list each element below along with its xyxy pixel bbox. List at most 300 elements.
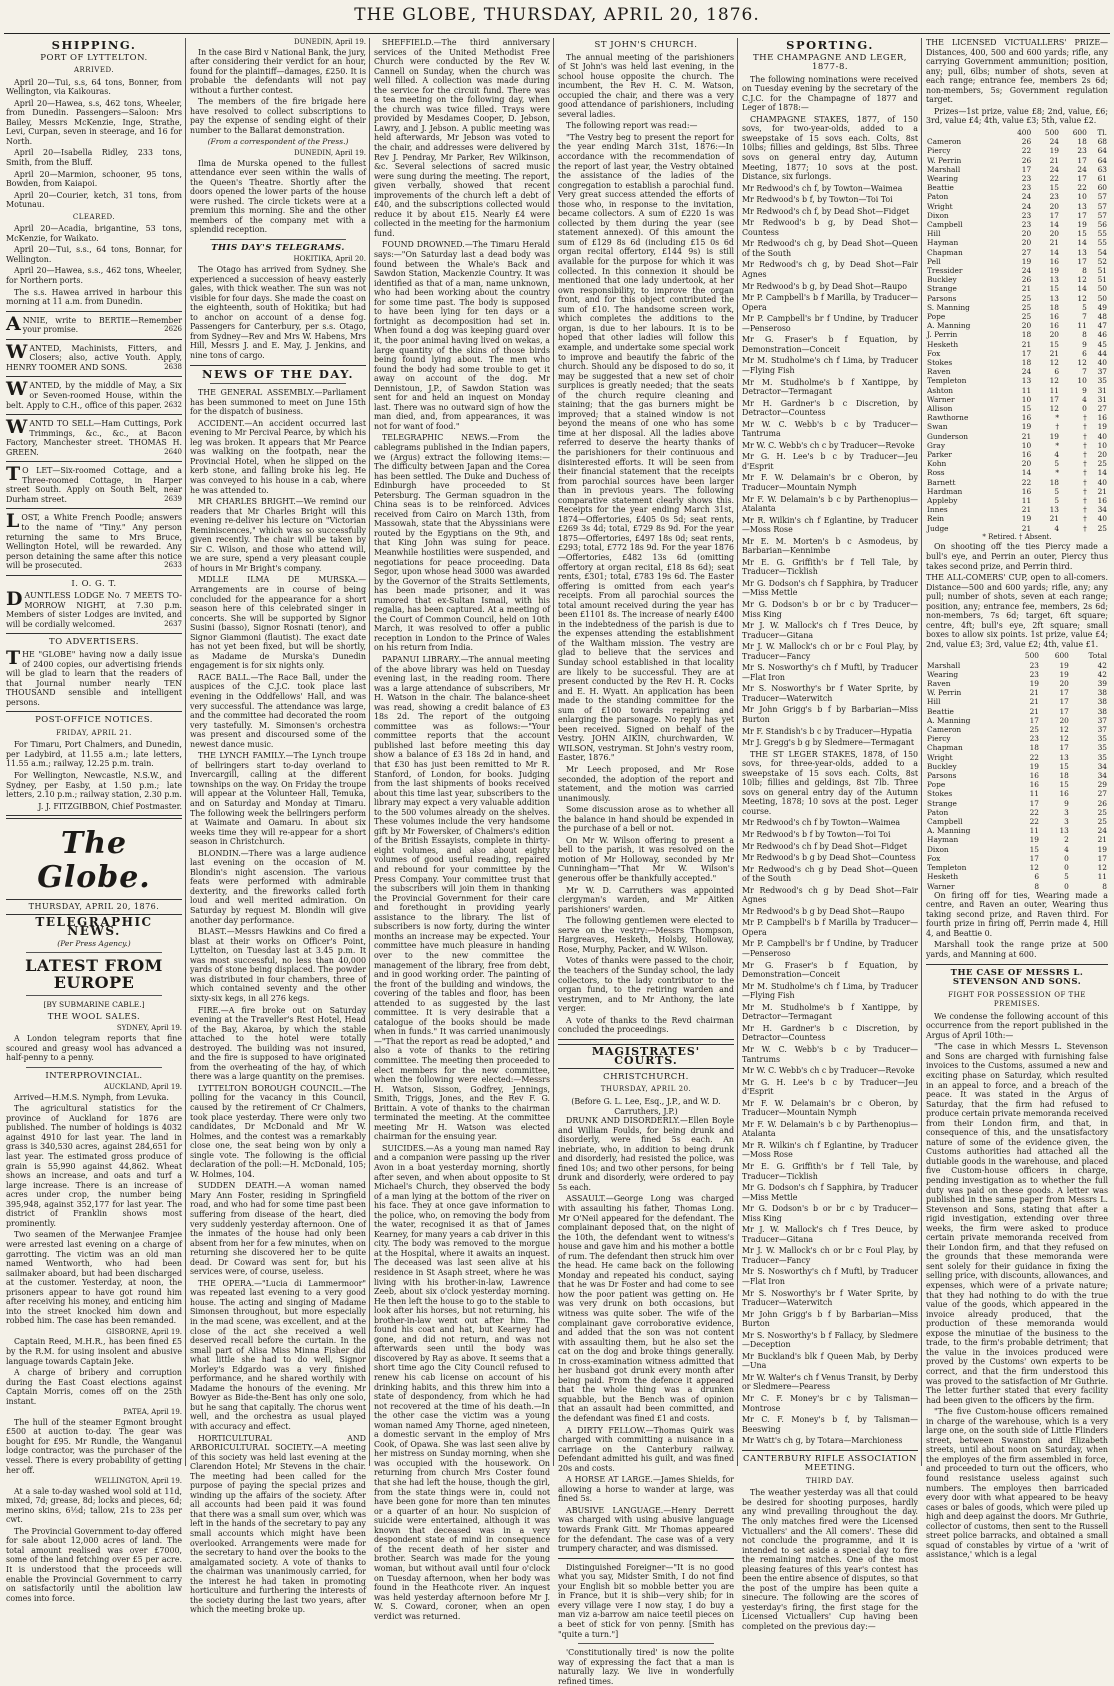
score-cell: 26 — [1021, 137, 1032, 147]
score-cell: 38 — [1097, 697, 1107, 707]
news-item: SUICIDES.—As a young man named Ray and a companion were passing up the river Avon in a boat yesterday morning, shortly after seven, and when about opposite to St Michael's Church, they observed the body of a man lying at the bottom of the river on his face. They at once gave information to the police, who, on removing the body from the water, recognised it as that of James Kearney, for many years a cab driver in this city. The body was removed to the morgue at the Hospital, where it awaits an inquest. The deceased was last seen alive at his residence in St Asaph street, where he was living with his brother-in-law, Lawrence Zeeb, about six o'clock yesterday morning. He then left the house to go to the stable to look after his horses, but not returning, his brother-in-law went out after him. The found his coat and hat, but Kearney had gone, and did not return, and was not afterwards seen until the body was discovered by Ray as above. It seems that a short time ago the City Council refused to renew his cab license on account of his drinking habits, and this threw him into a state of despondency, from which he had not recovered at the time of his death.—In the other case the victim was a young woman named Amy Thorne, aged nineteen, a domestic servant in the employ of Mrs Cook, of Opawa. She was last seen alive by her mistress on Sunday morning, when she was occupied with the housework. On returning from church Mrs Coster found that she had left the house, though the girl, from the state things were in, could not have been gone for more than ten minutes or a quarter of an hour. No suspicion of suicide were entertained, although it was known that deceased was in a very despondent state of mind in consequence of the recent death of her sister and brother. Search was made for the young woman, but without avail until four o'clock on Tuesday afternoon, when her body was found in the Heathcote river. An inquest was held yesterday afternoon before Mr J. W. S. Coward, coroner, when an open verdict was returned. — [374, 1143, 550, 1621]
score-row — [926, 395, 1108, 404]
competitor-name: Gray — [927, 440, 946, 450]
score-cell: 21 — [1021, 431, 1032, 441]
gisborne-news — [6, 1337, 182, 1406]
score-cell: 11 — [1021, 496, 1032, 506]
score-cell: 5 — [1054, 459, 1060, 469]
competitor-name: Warner — [927, 394, 955, 404]
score-row — [926, 284, 1108, 293]
divider — [6, 711, 182, 712]
score-cell: 38 — [1097, 706, 1107, 716]
licensed-victuallers-prize: THE LICENSED VICTUALLERS' PRIZE—Distances, 400, 500 and 600 yards; rifle, any carrying Government ammunition; position, any; pull, 6lbs; number of shots, seven at each range; entrance fee, members 2s 6d; non-members, 5s; Government regulation target. — [926, 38, 1108, 105]
score-cell: 20 — [1049, 229, 1060, 239]
score-cell: 17 — [1059, 706, 1069, 716]
competitor-name: Dixon — [927, 844, 949, 854]
score-row — [926, 496, 1108, 505]
score-cell: 19 — [1029, 835, 1040, 845]
news-item: THE LYNCH FAMILY.—The Lynch troupe of bellringers start to-day overland to Invercargill, calling at the different townships on the way. On Friday the troupe will appear at the Volunteer Hall, Temuka, and on Saturday and Monday at Timaru. The following week the bellringers perform at Waimate and Oamaru. In about six weeks time they will re-appear for a short season in Christchurch. — [190, 751, 366, 847]
news-item: RACE BALL.—The Race Ball, under the auspices of the C.J.C. took place last evening in the Oddfellows' Hall, and was very successful. The attendance was large, and the committee had decorated the room very tastefully. M. Simonsen's orchestra was present and discoursed some of the newest dance music. — [190, 672, 366, 749]
score-cell: 25 — [1097, 807, 1107, 817]
all-comers-scores — [926, 651, 1108, 890]
score-cell: 24 — [1021, 367, 1032, 377]
post-office-date: FRIDAY, APRIL 21. — [56, 728, 132, 737]
arrival-entry: April 20—Isabella Ridley, 233 tons, Smith, from the Bluff. — [6, 148, 182, 168]
score-cell: 22 — [1021, 477, 1032, 487]
lv-tie-shoot: On shooting off the ties Piercy made a bull's eye, and Perrin an outer, Piercy thus takes second prize, and Perrin third. — [926, 542, 1108, 571]
score-cell: 21 — [1021, 523, 1032, 533]
score-cell: 16 — [1029, 780, 1040, 790]
competitor-name: Chapman — [927, 247, 963, 257]
constitutionally-tired: 'Constitutionally tired' is now the polite way of expressing the fact that a man is naturally lazy. We live in wonderfully refined times. — [558, 1648, 734, 1686]
competitor-name: Pope — [927, 311, 946, 321]
score-cell: 14 — [1077, 238, 1087, 248]
competitor-name: A. Manning — [927, 826, 971, 836]
score-row — [926, 294, 1108, 303]
divider — [6, 575, 182, 576]
score-cell: * — [1055, 413, 1060, 423]
classified-ad-ref: 2639 — [164, 494, 182, 503]
arrival-entry: April 20—Courier, ketch, 31 tons, from Motunau. — [6, 190, 182, 210]
score-cell: 29 — [1097, 780, 1107, 790]
score-cell: 9 — [1064, 798, 1069, 808]
nomination-entry: Mr E. M. Morten's b c Asmodeus, by Barbarian—Kennimbe — [742, 536, 918, 556]
score-cell: 40 — [1097, 514, 1107, 524]
nomination-entry: Mr W. C. Webb's b c by Traducer—Tantrums — [742, 1044, 918, 1064]
score-row — [926, 468, 1108, 477]
telegraphic-news-heading: TELEGRAPHIC NEWS. — [35, 914, 153, 939]
st-leger-terms: THE ST LEGER STAKES, 1878, of 150 sovs, for three-year-olds, added to a sweepstake of 15 sovs each. Colts, 8st 10lb; fillies and geldings, 8st 7lb. Three sovs on general entry day of the Autumn Meeting, 1878; 10 sovs at the post. Leger course. — [742, 749, 918, 816]
nomination-entry: Mr H. Gardner's b c Discretion, by Detractor—Countess — [742, 398, 918, 418]
score-cell: 26 — [1021, 275, 1032, 285]
competitor-name: Stokes — [927, 789, 953, 799]
news-paragraph: At a sale to-day washed wool sold at 11d, mixed, 7d; grease, 8d; locks and pieces, 6d; merino skins, 6½d; tallow, 21s to 23s per cwt. — [6, 1486, 182, 1525]
nomination-entry: Mr W. C. Webb's b c by Traducer—Tantruma — [742, 419, 918, 439]
hawea-note: The s.s. Hawea arrived in harbour this morning at 11 a.m. from Dunedin. — [6, 287, 182, 307]
arrival-entry: April 20—Hawea, s.s, 462 tons, Wheeler, from Dunedin. Passengers—Saloon: Mrs Bailey, Messrs McKenzie, Inge, Strathe, Levi, Curpan, seven in steerage, and 16 for North. — [6, 98, 182, 146]
score-cell: 23 — [1021, 183, 1032, 193]
news-item: BLONDIN.—There was a large audience last evening on the occasion of M. Blondin's night ascension. The various feats were performed with admirable dexterity, and the fireworks called forth loud and well merited admiration. On Saturday by request M. Blondin will give another day performance. — [190, 848, 366, 925]
score-cell: 21 — [1029, 697, 1040, 707]
interprovincial-heading: INTERPROVINCIAL. — [45, 1070, 143, 1081]
competitor-name: Hill — [927, 229, 941, 239]
score-cell: 21 — [1021, 339, 1032, 349]
nomination-entry: Mr Redwood's ch f by Dead Shot—Fidget — [742, 841, 908, 851]
news-of-the-day — [190, 388, 366, 1615]
score-cell: † — [1083, 450, 1087, 460]
competitor-name: Hill — [927, 697, 941, 707]
rifle-association-heading: CANTERBURY RIFLE ASSOCIATION MEETING. — [743, 1453, 917, 1474]
score-cell: 20 — [1021, 238, 1032, 248]
score-cell: 14 — [1049, 219, 1060, 229]
competitor-name: Paton — [927, 807, 949, 817]
report-paragraph: Mr Leech proposed, and Mr Rose seconded, the adoption of the report and statement, and the motion was carried unanimously. — [558, 765, 734, 803]
nomination-entry: Mr R. Wilkin's ch f Eglantine, by Traducer—Moss Rose — [742, 515, 918, 535]
column-header: 500 — [1024, 651, 1040, 661]
score-cell: 12 — [1049, 358, 1060, 367]
divider — [26, 1067, 162, 1068]
competitor-name: Marshall — [927, 164, 961, 174]
score-cell: 27 — [1097, 789, 1107, 799]
score-cell: 37 — [1097, 725, 1107, 735]
competitor-name: Hesketh — [927, 339, 959, 349]
competitor-name: A. Manning — [927, 321, 971, 331]
nomination-entry: Mr S. Nosworthy's b f Fallacy, by Sledmere—Deception — [742, 1330, 918, 1350]
iogt-ad — [6, 588, 182, 629]
score-cell: 23 — [1021, 210, 1032, 220]
news-item: THE GENERAL ASSEMBLY.—Parliament has been summoned to meet on June 15th for the dispatch of business. — [190, 388, 366, 417]
score-cell: 42 — [1097, 660, 1107, 670]
score-row — [926, 202, 1108, 211]
score-cell: 20 — [1059, 715, 1069, 725]
court-bench: (Before G. L. Lee, Esq., J.P., and W. D. Carruthers, J.P.) — [571, 1096, 721, 1116]
score-cell: 23 — [1049, 192, 1060, 202]
score-cell: † — [1083, 486, 1087, 496]
report-paragraph: Mr W. D. Carruthers was appointed clergyman's warden, and Mr Aitken parishioners' warden. — [558, 885, 734, 914]
score-cell: 14 — [1049, 247, 1060, 257]
nomination-entry: Mr F. W. Delamain's br c Oberon, by Traducer—Mountain Nymph — [742, 1098, 918, 1118]
score-cell: 9 — [1082, 339, 1087, 349]
score-cell: 17 — [1077, 155, 1087, 165]
score-row — [926, 404, 1108, 413]
column-divider — [185, 38, 186, 1466]
score-cell: 68 — [1097, 137, 1107, 147]
divider — [742, 1450, 918, 1451]
divider — [6, 339, 182, 340]
nomination-entry: Mr C. F. Money's br c by Talisman—Montrose — [742, 1394, 918, 1413]
divider — [6, 815, 182, 819]
nomination-entry: Mr M. Studholme's b f Xantippe, by Detractor—Termagant — [742, 377, 918, 397]
score-cell: 17 — [1059, 743, 1069, 753]
competitor-name: Templeton — [927, 376, 967, 386]
score-row — [926, 192, 1108, 201]
score-row — [926, 808, 1108, 817]
score-cell: 11 — [1077, 321, 1087, 331]
competitor-name: Hayman — [927, 238, 959, 248]
report-paragraph: "The Vestry beg to present the report for the year ending March 31st, 1876:—In accordance with the recommendation of the report of last year, the Vestry obtained the assistance of the ladies of the congregation to establish a parochial fund. Very great success attended the efforts of those who, in response to the invitation, became collectors. A sum of £220 1s was collected by them during the year (see statement annexed). Of this amount the sum of £129 8s 6d (including £15 0s 6d organ recital offertory, £144 9s) is still available for the purpose for which it was collected. In this connexion it should be mentioned that one lady undertook, at her own responsibility, to improve the organ front, and for this object contributed the sum of £10. The handsome screen work, which completes the additions to the organ, is due to her labours. It is to be hoped that other ladies will follow this example, and undertake some special work to improve and beautify the fabric of the church. Should any be disposed to do so, it may be suggested that a new set of choir surplices is greatly needed; that the seats of the church require cleaning and staining; that the gas burners might be improved; that a stained window is not beyond the means of one who has some time at her disposal. All the ladies above referred to deserve the hearty thanks of the parishioners for their continuous and disinterested efforts. It will be seen from their financial statement that the receipts from parochial sources have been larger than in previous years. The following comparative statement clearly shows this. Receipts for the year ending March 31st, 1874—Offertories, £405 0s 5d; seat rents, £269 3s 4d; total, £729 8s 9d. For the year 1875—Offertories, £497 18s 0d; seat rents, £293; total, £772 18s 9d. For the year 1876—Offertories, £482 13s 6d (omitting offertory at organ recital, £18 8s 6d); seat rents, £301; total, £783 19s 6d. The Easter offering is omitted from each year's receipts. From all parochial sources the total amount received during the year has been £1101 8s. The increase of nearly £400 in the indebtedness of the parish is due to the expenses attending the establishment of the Waltham mission. The vestry are glad to believe that the services and Sunday school established in that locality are likely to be successful. They are at present conducted by the Rev H. R. Cocks and E. H. Wyatt. An application has been made to the standing committee for the sum of £100 towards repairing and enlarging the parsonage. No reply has yet been received. Signed on behalf of the Vestry. JOHN AIKIN, churchwarden, W. WILSON, vestryman. St John's vestry room, Easter, 1876." — [558, 132, 734, 763]
nomination-entry: Mr R. Wilkin's ch f Eglantine, by Traducer—Moss Rose — [742, 1140, 918, 1160]
score-cell: 19 — [1021, 422, 1032, 432]
score-cell: 25 — [1021, 302, 1032, 312]
competitor-name: Allison — [927, 404, 953, 414]
news-paragraph: A charge of bribery and corruption during the East Coast elections against Captain Morris, comes off on the 25th instant. — [6, 1368, 182, 1406]
score-cell: 11 — [1029, 789, 1040, 799]
column-header: 600 — [1072, 127, 1087, 137]
score-row — [926, 487, 1108, 496]
score-row — [926, 321, 1108, 330]
score-cell: † — [1083, 468, 1087, 478]
column-4 — [558, 38, 734, 1686]
classified-ad-ref: 2632 — [164, 400, 182, 409]
score-cell: 17 — [1029, 798, 1040, 808]
news-item: SHEFFIELD.—The third anniversary services of the United Methodist Free Church were conducted by the Rev W. Cannell on Sunday, when the church was well filled. A collection was made during the service for the circuit fund. There was a tea meeting on the following day, when the church was twice filled. Trays were provided by Mesdames Cooper, D. Jebson, Lawry, and J. Jebson. A public meeting was held afterwards, Mr Jebson was voted to the chair, and addresses were delivered by Rev J. Pendray, Mr Parker, Rev Wilkinson, &c. Several selections of sacred music were sung during the meeting. The report, given verbally, showed that recent improvements of the church left a debt of £40, and the subscriptions collected would reduce it by about £15. Nearly £4 were collected in the meeting for the harmonium fund. — [374, 38, 550, 238]
score-cell: 19 — [1029, 761, 1040, 771]
score-cell: 10 — [1021, 440, 1032, 450]
competitor-name: Cameron — [927, 137, 962, 147]
nomination-entry: Mr M. Studholme's ch f Lima, by Traducer—Flying Fish — [742, 356, 918, 375]
competitor-name: Fox — [927, 348, 941, 358]
score-row — [926, 211, 1108, 220]
iogt-ad-text: DAUNTLESS LODGE No. 7 MEETS TO-MORROW NIGHT, at 7.30 p.m. Members of sister Lodges are invited, and will be cordially welcomed. — [6, 588, 182, 629]
magistrates-courts-heading: MAGISTRATES' COURTS. — [558, 1044, 734, 1069]
score-cell: 19 — [1049, 265, 1060, 275]
news-item: MDLLE ILMA DE MURSKA.—Arrangements are in course of being concluded for the appearance for a short season here of this celebrated singer in concerts. She will be supported by Signor Susini (basso), Signor Rosnati (tenor), and Signor Giammoni (flautist). The exact date has not yet been fixed, but will be shortly, as Madame de Murska's Dunedin engagement is for six nights only. — [190, 575, 366, 671]
competitor-name: Judge — [927, 523, 949, 533]
patea-news: The hull of the steamer Egmont brought £500 at auction to-day. The gear was bought for £95. Mr Rundle, the Wanganui lodge contractor, was the purchaser of the vessel. There is every probability of getting her off. — [6, 1417, 182, 1475]
court-case: DRUNK AND DISORDERLY.—Ellen Boyle and William Foulds, for being drunk and disorderly, were fined 5s each. An inebriate, who, in addition to being drunk and disorderly, had resisted the police, was fined 10s; and two other persons, for being drunk and disorderly, were ordered to pay 5s each. — [558, 1116, 734, 1192]
score-cell: 18 — [1049, 302, 1060, 312]
score-cell: 34 — [1097, 505, 1107, 515]
nomination-entry: Mr Watt's ch g, by Totara—Marchioness — [742, 1436, 903, 1446]
score-cell: 0 — [1064, 863, 1069, 873]
score-cell: 25 — [1021, 311, 1032, 321]
score-row — [926, 257, 1108, 266]
score-cell: 12 — [1049, 376, 1060, 386]
competitor-name: J. Perrin — [927, 330, 958, 340]
score-cell: 14 — [1021, 468, 1032, 478]
clearance-entry: April 20—Tui, s.s., 64 tons, Bonnar, for Wellington. — [6, 245, 182, 264]
ac-tie-shoot: On firing off for ties, Wearing made a centre, and Raven an outer, Wearing thus taking second prize, and Raven third. For fourth prize in firing off, Perrin made 4, Hill 4, and Beattie 0. — [926, 890, 1108, 938]
score-row — [926, 441, 1108, 450]
score-row — [926, 330, 1108, 339]
divider — [6, 461, 182, 462]
column-header: Tl. — [1097, 127, 1107, 137]
divider — [578, 1643, 714, 1644]
court-case: ASSAULT.—George Long was charged with assaulting his father, Thomas Long. Mr O'Neil appeared for the defendant. The complainant deposed that, on the night of the 10th, the defendant went to witness's house and gave him and his mother a bottle of rum. The defendant then struck him over the head. He came back on the following Monday and repeated his conduct, saying that he was Dr Foster and had come to see how the poor patient was getting on. He was very drunk on both occasions, but witness was quite sober. The wife of the complainant gave corroborative evidence, and added that the son was not content with assaulting them, but he also set the cat on the dog and broke things generally. In cross-examination witness admitted that her husband got drunk every month after being paid. From the defence it appeared that the whole thing was a drunken squabble, but the Bench was of opinion that an assault had been committed, and the defendant was fined £1 and costs. — [558, 1194, 734, 1424]
score-cell: 50 — [1097, 284, 1107, 294]
divider — [6, 633, 182, 634]
score-cell: 23 — [1029, 660, 1040, 670]
competitor-name: Fox — [927, 853, 941, 863]
competitor-name: Warner — [927, 881, 955, 891]
score-cell: 13 — [1021, 376, 1032, 386]
nomination-entry: Mr F. W. Delamain's br c Oberon, by Traducer—Mountain Nymph — [742, 473, 918, 492]
st-johns-church-report — [558, 53, 734, 1035]
report-paragraph: The following gentlemen were elected to serve on the vestry:—Messrs Thompson, Hargreaves, Hesketh, Holsby, Holloway, Rose, Murphy, Packer, and W. Wilson. — [558, 916, 734, 954]
score-cell: 45 — [1097, 339, 1107, 349]
score-cell: 10 — [1077, 192, 1087, 202]
classified-ad — [6, 463, 182, 504]
cable-note: [BY SUBMARINE CABLE.] — [43, 1000, 145, 1010]
champagne-entries — [742, 184, 918, 748]
report-paragraph: "The case in which Messrs L. Stevenson and Sons are charged with furnishing false invoices to the Customs, assumed a new and exciting phase on Saturday, which resulted in an appeal to force, and a breach of the peace. It was stated in the Argus of Saturday, that the firm had refused to produce certain private memoranda received from their London firm, and that, in consequence of this, and the unsatisfactory nature of some of the evidence given, the Customs authorities had attached all the dutiable goods in the warehouse, and placed five Custom-house officers in charge, pending investigation as to whether the full duty was paid on these goods. A letter was published in the same paper from Messrs L. Stevenson and Sons, stating that after a rigid investigation, extending over three weeks, the firm were asked to produce certain private memoranda received from their London firm, and that they refused on the grounds that these memoranda were sent solely for their guidance in fixing the selling price, with discounts, allowances, and expenses, which were of a private nature; that they had nothing to do with the true value of the goods, which appeared in the invoice already produced, that the production of these memoranda would expose the minutiae of the business to the trade, to the firm's probable detriment; that the value in the invoices produced were proved by the Customs' own experts to be correct, and that the firm understood this was proved to the satisfaction of Mr Guthrie. The letter further stated that every facility had been given to the officers by the firm. — [926, 1042, 1108, 1405]
nomination-entry: Mr F. Standish's b c by Traducer—Hypatia — [742, 726, 913, 736]
score-cell: † — [1083, 440, 1087, 450]
score-cell: 15 — [1029, 844, 1040, 854]
competitor-name: Strange — [927, 284, 957, 294]
score-row — [926, 220, 1108, 229]
score-cell: 57 — [1097, 210, 1107, 220]
score-cell: 10 — [1021, 394, 1032, 404]
score-row — [926, 156, 1108, 165]
score-row — [926, 854, 1108, 863]
score-row — [926, 183, 1108, 192]
nomination-entry: Mr S. Nosworthy's br f Water Sprite, by Traducer—Waterwitch — [742, 684, 918, 703]
score-cell: 17 — [1029, 853, 1040, 863]
court-case: ABUSIVE LANGUAGE.—Henry Derrett was charged with using abusive language towards Frank Gitt. Mr Thomas appeared for the defendant. The case was of a very trumpery character, and was dismissed. — [558, 1505, 734, 1554]
score-cell: 4 — [1064, 844, 1069, 854]
score-cell: 24 — [1021, 192, 1032, 202]
competitor-name: Buckley — [927, 761, 957, 771]
score-cell: 37 — [1097, 367, 1107, 377]
news-of-the-day-heading: NEWS OF THE DAY. — [202, 366, 354, 381]
score-row — [926, 238, 1108, 247]
masthead: THE GLOBE, THURSDAY, APRIL 20, 1876. — [354, 5, 760, 25]
nomination-entry: Mr John Grigg's b f by Barbarian—Miss Burton — [742, 1309, 918, 1329]
score-cell: 23 — [1021, 219, 1032, 229]
column-header: 600 — [1054, 651, 1069, 661]
score-cell: † — [1083, 514, 1087, 524]
score-cell: * — [1055, 468, 1060, 478]
score-cell: 6 — [1082, 348, 1087, 358]
score-row — [926, 376, 1108, 385]
score-cell: 15 — [1049, 284, 1060, 294]
divider — [558, 1039, 734, 1040]
score-row — [926, 413, 1108, 422]
score-cell: 55 — [1097, 229, 1107, 239]
score-cell: † — [1083, 523, 1087, 533]
nomination-entry: Mr Redwood's ch g, by Dead Shot—Fair Agnes — [742, 260, 918, 280]
column-2 — [190, 38, 367, 1615]
score-cell: 24 — [1021, 201, 1032, 211]
nomination-entry: Mr P. Campbell's b f Marilla by Traducer—Opera — [742, 918, 918, 937]
competitor-name: Pell — [927, 256, 941, 266]
nomination-entry: Mr G. Fraser's b f Equation, by Demonstration—Conceit — [742, 960, 918, 980]
score-cell: 50 — [1097, 293, 1107, 303]
score-cell: † — [1083, 422, 1087, 432]
score-cell: 13 — [1077, 247, 1087, 257]
score-cell: 11 — [1029, 826, 1040, 836]
news-paragraph: Arrived—H.M.S. Nymph, from Levuka. — [14, 1092, 169, 1102]
nomination-entry: Mr Redwood's ch g by Dead Shot—Queen of the South — [742, 864, 918, 884]
score-cell: 0 — [1064, 881, 1069, 891]
nomination-entry: Mr G. H. Lee's b c by Traducer—Jeu d'Esprit — [742, 1077, 918, 1097]
scores-key: * Retired. † Absent. — [982, 532, 1052, 541]
competitor-name: Ross — [927, 468, 945, 478]
score-cell: 24 — [1021, 265, 1032, 275]
third-day-heading: THIRD DAY. — [806, 1476, 854, 1485]
score-cell: 5 — [1064, 872, 1069, 882]
score-row — [926, 432, 1108, 441]
score-cell: 21 — [1021, 505, 1032, 515]
score-row — [926, 367, 1108, 376]
score-cell: † — [1083, 477, 1087, 487]
court-case: A DIRTY FELLOW.—Thomas Quirk was charged with committing a nuisance in a carriage on the Canterbury railway. Defendant admitted his guilt, and was fined 20s and costs. — [558, 1425, 734, 1473]
nomination-entry: Mr Redwood's b f by Towton—Toi Toi — [742, 830, 891, 840]
classified-ad — [6, 510, 182, 571]
score-cell: 22 — [1049, 173, 1060, 183]
champagne-intro: The following nominations were received on Tuesday evening by the secretary of the C.J.C. for the Champagne of 1877 and Leger of 1878:— — [742, 74, 918, 113]
score-row — [926, 165, 1108, 174]
news-paragraph: The members of the fire brigade here have resolved to collect subscriptions to pay the expense of sending eight of their number to the Ballarat demonstration. — [190, 97, 366, 135]
score-cell: 48 — [1097, 311, 1107, 321]
news-item: HORTICULTURAL AND ARBORICULTURAL SOCIETY.—A meeting of this society was held last evening at the Clarendon Hotel; Mr Stevens in the chair. The meeting had been called for the purpose of paying the special prizes and winding up the affairs of the society. After all accounts had been paid it was found that there was a small sum over, which was left in the hands of the secretary to pay any small accounts which might have been overlooked. Arrangements were made for the secretary to hand over the books to the amalgamated society. A vote of thanks to the chairman was unanimously carried, for the interest he had taken in promoting horticulture and furthering the interests of the society during the last two years, after which the meeting broke up. — [190, 1433, 366, 1615]
competitor-name: Beattie — [927, 183, 954, 193]
competitor-name: Rawthorne — [927, 413, 969, 423]
score-cell: 21 — [1049, 514, 1060, 524]
score-row — [926, 303, 1108, 312]
post-notice: For Timaru, Port Chalmers, and Dunedin, per Ladybird, at 11.55 a.m.; late letters, 11.55 a.m.; railway, 12.25 p.m. train. — [6, 740, 182, 769]
nomination-entry: Mr Redwood's ch f, by Towton—Waimea — [742, 183, 903, 193]
score-cell: 19 — [1049, 146, 1060, 156]
score-cell: 11 — [1021, 385, 1032, 395]
score-cell: 13 — [1077, 201, 1087, 211]
score-cell: 24 — [1049, 137, 1060, 147]
score-row — [926, 349, 1108, 358]
score-cell: 15 — [1021, 404, 1032, 414]
classified-ad — [6, 312, 182, 335]
dunedin-dateline: DUNEDIN, April 19. — [294, 38, 366, 46]
score-cell: 55 — [1097, 238, 1107, 248]
score-cell: 12 — [1029, 863, 1040, 873]
score-row — [926, 386, 1108, 395]
court-date: THURSDAY, APRIL 20. — [600, 1085, 692, 1094]
nomination-entry: Mr E. G. Griffith's br f Tell Tale, by Traducer—Ticklish — [742, 1161, 918, 1181]
classified-ad-text: TO LET—Six-roomed Cottage, and a Three-roomed Cottage, in Harper street South. Apply on South Belt, near Durham street. — [6, 463, 182, 504]
classified-ad — [6, 340, 182, 373]
competitor-name: Campbell — [927, 219, 963, 229]
score-row — [926, 422, 1108, 431]
nomination-entry: Mr M. Studholme's b f Xantippe, by Detractor—Termagant — [742, 1002, 918, 1022]
score-cell: 12 — [1077, 293, 1087, 303]
column-5 — [742, 38, 918, 1632]
news-item: MR CHARLES BRIGHT.—We remind our readers that Mr Charles Bright will this evening re-deliver his lecture on "Victorian Reminiscences," which was so successfully given recently. The chair will be taken by Sir C. Wilson, and those who attend will, we are sure, spend a very pleasant couple of hours in Mr Bright's company. — [190, 497, 366, 573]
licensed-victuallers-prizes: Prizes—1st prize, value £8; 2nd, value, £6; 3rd, value £4; 4th, value £3; 5th, value £2. — [926, 106, 1108, 126]
competitor-name: Kohn — [927, 459, 947, 469]
score-cell: 24 — [1049, 164, 1060, 174]
score-cell: 17 — [1077, 256, 1087, 266]
competitor-name: Hardman — [927, 486, 963, 496]
score-cell: 38 — [1097, 688, 1107, 698]
score-cell: 64 — [1097, 155, 1107, 165]
press-agency-note: (Per Press Agency.) — [57, 938, 131, 948]
divider — [926, 964, 1108, 965]
score-cell: 15 — [1059, 780, 1069, 790]
score-cell: 4 — [1082, 394, 1087, 404]
score-cell: 20 — [1097, 450, 1107, 460]
post-notice: For Wellington, Newcastle, N.S.W., and Sydney, per Easby, at 1.50 p.m.; late letters, 2.10 p.m.; railway station, 2.30 p.m. — [6, 771, 182, 800]
score-cell: 35 — [1097, 376, 1107, 386]
score-cell: 10 — [1097, 440, 1107, 450]
score-cell: † — [1083, 413, 1087, 423]
competitor-name: Parsons — [927, 771, 957, 781]
score-cell: 5 — [1082, 302, 1087, 312]
score-cell: 51 — [1097, 265, 1107, 275]
score-cell: † — [1083, 496, 1087, 506]
score-cell: 13 — [1049, 275, 1060, 285]
score-cell: 34 — [1097, 761, 1107, 771]
score-cell: 18 — [1077, 137, 1087, 147]
competitor-name: S. Manning — [927, 302, 970, 312]
score-cell: 13 — [1059, 826, 1069, 836]
classified-ad-text: WANTD TO SELL—Ham Cuttings, Pork Trimmings, &c., &c., at Bacon Factory, Manchester street. THOMAS H. GREEN. — [6, 416, 182, 457]
score-cell: 35 — [1097, 743, 1107, 753]
score-cell: 16 — [1021, 486, 1032, 496]
this-days-telegrams-heading: THIS DAY'S TELEGRAMS. — [211, 242, 345, 253]
score-cell: 35 — [1097, 734, 1107, 744]
score-cell: 22 — [1029, 817, 1040, 827]
score-cell: 18 — [1049, 477, 1060, 487]
score-cell: 46 — [1097, 330, 1107, 340]
score-cell: 49 — [1097, 302, 1107, 312]
score-cell: 3 — [1064, 817, 1069, 827]
nomination-entry: Mr Redwood's ch f, by Dead Shot—Fidget — [742, 206, 910, 216]
score-cell: 7 — [1082, 311, 1087, 321]
score-row — [926, 826, 1108, 835]
score-cell: 18 — [1021, 358, 1032, 367]
score-cell: 18 — [1029, 743, 1040, 753]
score-cell: 6 — [1034, 872, 1040, 882]
